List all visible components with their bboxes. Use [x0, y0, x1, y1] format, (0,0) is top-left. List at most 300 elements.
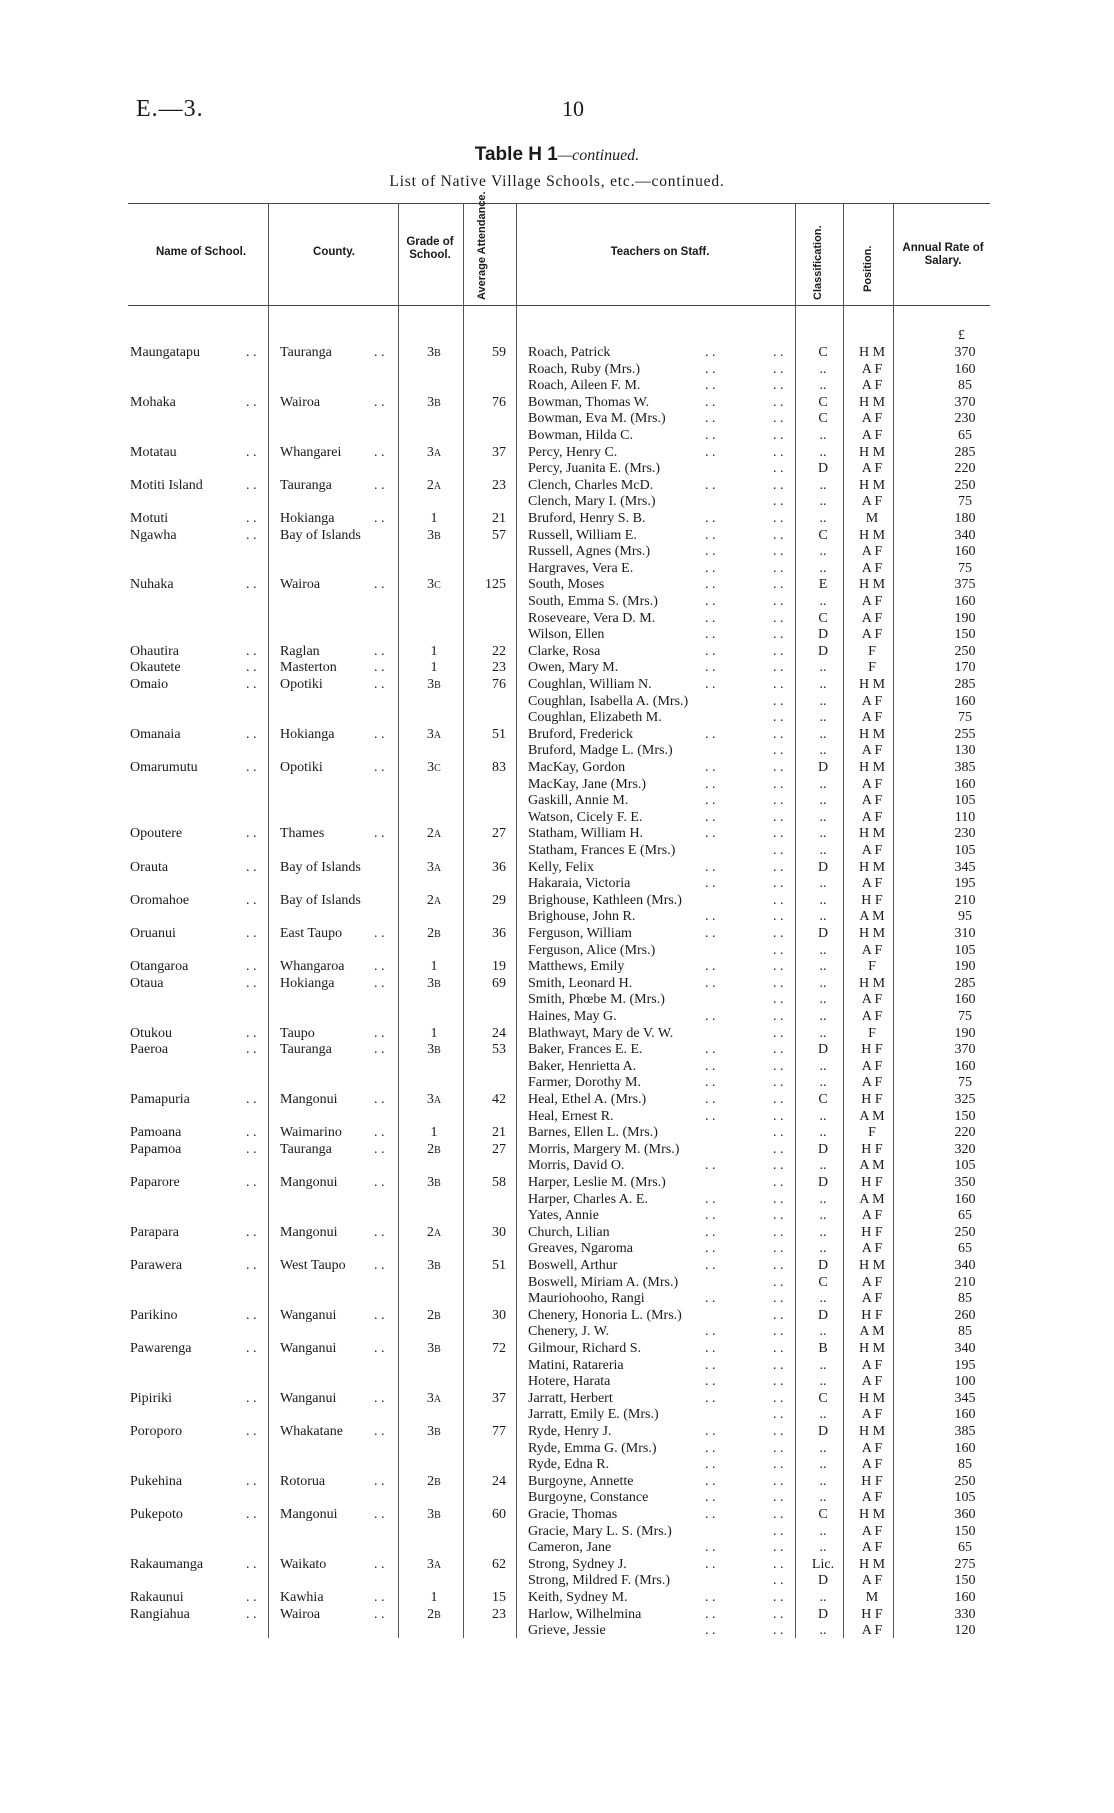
leader-dots: . .	[773, 1108, 784, 1124]
leader-dots: . .	[246, 1307, 257, 1323]
teacher-name: Ryde, Edna R.	[528, 1457, 610, 1473]
teacher-name: Barnes, Ellen L. (Mrs.)	[528, 1125, 658, 1141]
county-name: Whangarei	[280, 444, 342, 460]
teacher-name: Haines, May G.	[528, 1009, 617, 1024]
classification: ..	[819, 511, 827, 526]
teacher-name: Boswell, Arthur	[528, 1258, 618, 1273]
table-row	[0, 1092, 1114, 1109]
school-grade: 3A	[426, 1092, 442, 1107]
col-head-teachers: Teachers on Staff.	[610, 246, 710, 258]
annual-salary: 150	[954, 627, 976, 643]
table-row	[0, 1324, 1114, 1341]
teacher-name: Jarratt, Herbert	[528, 1390, 613, 1406]
leader-dots: . .	[246, 926, 257, 941]
leader-dots: . .	[374, 1473, 385, 1489]
position: H F	[861, 1141, 883, 1157]
county-name: Wairoa	[280, 394, 321, 410]
table-row	[0, 976, 1114, 993]
leader-dots: . .	[773, 1424, 784, 1439]
leader-dots: . .	[246, 1141, 257, 1157]
table-row	[0, 1573, 1114, 1590]
annual-salary: 160	[954, 1407, 976, 1423]
classification: D	[817, 1307, 829, 1323]
school-grade: 3B	[427, 1258, 441, 1273]
classification: B	[818, 1341, 828, 1356]
teacher-name: South, Emma S. (Mrs.)	[528, 594, 658, 609]
school-name: Paparore	[130, 1175, 180, 1190]
table-row	[0, 694, 1114, 711]
classification: ..	[819, 677, 827, 692]
annual-salary: 105	[954, 843, 976, 858]
leader-dots: . .	[705, 677, 716, 692]
leader-dots: . .	[773, 1540, 784, 1556]
leader-dots: . .	[705, 394, 716, 410]
average-attendance: 57	[492, 527, 506, 543]
leader-dots: . .	[705, 1507, 716, 1522]
table-row	[0, 926, 1114, 943]
position: H M	[858, 477, 886, 493]
leader-dots: . .	[705, 428, 716, 443]
school-name: Omaio	[130, 677, 169, 692]
average-attendance: 36	[492, 926, 506, 941]
table-row	[0, 1291, 1114, 1308]
table-row	[0, 810, 1114, 827]
leader-dots: . .	[773, 1224, 784, 1240]
table-row	[0, 511, 1114, 528]
school-grade: 3A	[426, 726, 442, 742]
leader-dots: . .	[374, 726, 385, 742]
school-grade: 2A	[426, 477, 442, 493]
leader-dots: . .	[705, 345, 716, 360]
leader-dots: . .	[773, 1208, 784, 1224]
school-grade: 3B	[427, 677, 441, 692]
teacher-name: Boswell, Miriam A. (Mrs.)	[528, 1274, 679, 1290]
county-name: East Taupo	[280, 926, 343, 941]
annual-salary: 110	[954, 809, 976, 825]
col-head-school: Name of School.	[155, 246, 247, 258]
position: H F	[861, 1224, 883, 1240]
teacher-name: Hargraves, Vera E.	[528, 560, 634, 576]
position: F	[868, 1025, 876, 1041]
table-row	[0, 1623, 1114, 1640]
classification: C	[818, 610, 828, 626]
average-attendance: 27	[492, 826, 506, 842]
leader-dots: . .	[246, 527, 257, 543]
school-grade: 3B	[427, 1175, 441, 1190]
leader-dots: . .	[246, 959, 257, 975]
annual-salary: 190	[954, 1025, 976, 1041]
average-attendance: 58	[492, 1175, 506, 1190]
leader-dots: . .	[773, 610, 784, 626]
leader-dots: . .	[773, 1009, 784, 1024]
school-name: Otangaroa	[130, 959, 189, 975]
classification: C	[818, 1507, 828, 1522]
teacher-name: Bowman, Eva M. (Mrs.)	[528, 411, 666, 427]
county-name: Kawhia	[280, 1590, 324, 1605]
leader-dots: . .	[374, 511, 385, 526]
position: A F	[861, 1490, 883, 1506]
classification: ..	[819, 1457, 827, 1473]
table-row	[0, 1490, 1114, 1507]
leader-dots: . .	[773, 1490, 784, 1506]
leader-dots: . .	[374, 345, 385, 360]
position: A F	[861, 809, 883, 825]
school-name: Pipiriki	[130, 1390, 173, 1406]
position: A F	[861, 544, 883, 560]
position: H M	[858, 926, 886, 941]
leader-dots: . .	[374, 1042, 385, 1058]
county-name: Wanganui	[280, 1307, 337, 1323]
classification: D	[817, 461, 829, 477]
table-row	[0, 445, 1114, 462]
position: H M	[858, 826, 886, 842]
county-name: Wairoa	[280, 1606, 321, 1622]
leader-dots: . .	[374, 1258, 385, 1273]
table-row	[0, 1125, 1114, 1142]
teacher-name: Wilson, Ellen	[528, 627, 605, 643]
position: A F	[861, 1357, 883, 1373]
classification: ..	[819, 726, 827, 742]
leader-dots: . .	[773, 1258, 784, 1273]
school-grade: 3B	[427, 1424, 441, 1439]
leader-dots: . .	[773, 1507, 784, 1522]
leader-dots: . .	[705, 1490, 716, 1506]
leader-dots: . .	[705, 1108, 716, 1124]
annual-salary: 320	[954, 1141, 976, 1157]
school-name: Rakaumanga	[130, 1556, 204, 1572]
average-attendance: 60	[492, 1507, 506, 1522]
average-attendance: 21	[492, 511, 506, 526]
table-row	[0, 1557, 1114, 1574]
position: H M	[858, 975, 886, 991]
school-name: Rangiahua	[130, 1606, 190, 1622]
classification: ..	[819, 477, 827, 493]
table-row	[0, 1026, 1114, 1043]
leader-dots: . .	[705, 760, 716, 775]
annual-salary: 65	[958, 1208, 972, 1224]
leader-dots: . .	[705, 444, 716, 460]
leader-dots: . .	[773, 461, 784, 477]
school-grade: 1	[430, 511, 438, 526]
classification: D	[817, 1042, 829, 1058]
position: H F	[861, 1042, 883, 1058]
position: A F	[861, 1440, 883, 1456]
table-row	[0, 1407, 1114, 1424]
leader-dots: . .	[773, 1075, 784, 1091]
teacher-name: Mauriohooho, Rangi	[528, 1291, 645, 1307]
table-row	[0, 660, 1114, 677]
table-row	[0, 1042, 1114, 1059]
leader-dots: . .	[773, 494, 784, 510]
county-name: Bay of Islands	[280, 892, 361, 908]
leader-dots: . .	[773, 1291, 784, 1307]
annual-salary: 310	[954, 926, 976, 941]
leader-dots: . .	[773, 1274, 784, 1290]
county-name: Mangonui	[280, 1175, 338, 1190]
school-grade: 3B	[427, 1507, 441, 1522]
school-grade: 2A	[426, 1224, 442, 1240]
leader-dots: . .	[773, 975, 784, 991]
school-name: Ohautira	[130, 643, 179, 659]
position: H M	[858, 577, 886, 593]
leader-dots: . .	[705, 1291, 716, 1307]
position: A F	[861, 610, 883, 626]
annual-salary: 105	[954, 1158, 976, 1174]
classification: ..	[819, 1224, 827, 1240]
leader-dots: . .	[246, 1424, 257, 1439]
leader-dots: . .	[773, 1042, 784, 1058]
leader-dots: . .	[773, 793, 784, 809]
leader-dots: . .	[773, 411, 784, 427]
leader-dots: . .	[705, 1224, 716, 1240]
annual-salary: 65	[958, 1540, 972, 1556]
teacher-name: Chenery, J. W.	[528, 1324, 610, 1340]
leader-dots: . .	[705, 1440, 716, 1456]
teacher-name: Greaves, Ngaroma	[528, 1241, 633, 1257]
classification: ..	[819, 494, 827, 510]
teacher-name: Matini, Ratareria	[528, 1357, 624, 1373]
position: H F	[861, 1307, 883, 1323]
position: A F	[861, 1457, 883, 1473]
leader-dots: . .	[246, 643, 257, 659]
teacher-name: Russell, Agnes (Mrs.)	[528, 544, 651, 560]
position: H M	[858, 760, 886, 775]
position: H M	[858, 1424, 886, 1439]
annual-salary: 195	[954, 1357, 976, 1373]
leader-dots: . .	[246, 511, 257, 526]
leader-dots: . .	[374, 1507, 385, 1522]
teacher-name: Ryde, Henry J.	[528, 1424, 612, 1439]
leader-dots: . .	[374, 477, 385, 493]
annual-salary: 370	[954, 394, 976, 410]
position: M	[865, 511, 879, 526]
county-name: Bay of Islands	[280, 859, 361, 875]
school-name: Pukehina	[130, 1473, 183, 1489]
county-name: Hokianga	[280, 726, 335, 742]
annual-salary: 160	[954, 1590, 976, 1605]
school-grade: 3A	[426, 1556, 442, 1572]
position: A M	[859, 909, 885, 925]
teacher-name: Ferguson, Alice (Mrs.)	[528, 942, 656, 958]
annual-salary: 150	[954, 1523, 976, 1539]
school-grade: 3B	[427, 345, 441, 360]
teacher-name: Burgoyne, Constance	[528, 1490, 649, 1506]
classification: ..	[819, 1540, 827, 1556]
annual-salary: 75	[958, 494, 972, 510]
leader-dots: . .	[705, 1009, 716, 1024]
average-attendance: 23	[492, 1606, 506, 1622]
teacher-name: Burgoyne, Annette	[528, 1473, 634, 1489]
teacher-name: Clench, Charles McD.	[528, 477, 654, 493]
teacher-name: Roach, Ruby (Mrs.)	[528, 361, 640, 377]
position: A F	[861, 1291, 883, 1307]
position: H M	[858, 1556, 886, 1572]
annual-salary: 285	[954, 975, 976, 991]
table-row	[0, 1474, 1114, 1491]
table-row	[0, 1590, 1114, 1607]
teacher-name: Cameron, Jane	[528, 1540, 612, 1556]
teacher-name: Smith, Leonard H.	[528, 975, 633, 991]
table-row	[0, 1374, 1114, 1391]
average-attendance: 27	[492, 1141, 506, 1157]
county-name: Rotorua	[280, 1473, 326, 1489]
county-name: Waimarino	[280, 1125, 342, 1141]
school-grade: 3B	[427, 527, 441, 543]
leader-dots: . .	[705, 826, 716, 842]
table-row	[0, 876, 1114, 893]
leader-dots: . .	[705, 1606, 716, 1622]
leader-dots: . .	[773, 527, 784, 543]
position: H F	[861, 1473, 883, 1489]
teacher-name: Bruford, Henry S. B.	[528, 511, 646, 526]
teacher-name: Grieve, Jessie	[528, 1623, 606, 1639]
classification: ..	[819, 1241, 827, 1257]
school-grade: 3B	[427, 1341, 441, 1356]
annual-salary: 105	[954, 793, 976, 809]
leader-dots: . .	[246, 577, 257, 593]
teacher-name: Ferguson, William	[528, 926, 632, 941]
annual-salary: 340	[954, 527, 976, 543]
average-attendance: 29	[492, 892, 506, 908]
county-name: Wairoa	[280, 577, 321, 593]
county-name: Raglan	[280, 643, 320, 659]
col-head-attendance: Average Attendance.	[476, 191, 488, 300]
average-attendance: 36	[492, 859, 506, 875]
position: A F	[861, 1573, 883, 1589]
position: H M	[858, 677, 886, 692]
leader-dots: . .	[773, 926, 784, 941]
col-head-salary: Annual Rate of Salary.	[902, 242, 984, 267]
average-attendance: 23	[492, 477, 506, 493]
classification: ..	[819, 1075, 827, 1091]
school-grade: 1	[430, 1025, 438, 1041]
school-name: Motatau	[130, 444, 177, 460]
classification: ..	[819, 1357, 827, 1373]
leader-dots: . .	[773, 843, 784, 858]
leader-dots: . .	[705, 1241, 716, 1257]
teacher-name: Yates, Annie	[528, 1208, 599, 1224]
classification: D	[817, 926, 829, 941]
table-row	[0, 1540, 1114, 1557]
average-attendance: 15	[492, 1590, 506, 1605]
table-row	[0, 594, 1114, 611]
table-row	[0, 959, 1114, 976]
county-name: Wanganui	[280, 1341, 337, 1356]
classification: ..	[819, 361, 827, 377]
school-grade: 3A	[426, 859, 442, 875]
position: H M	[858, 1507, 886, 1522]
school-grade: 3B	[427, 975, 441, 991]
classification: D	[817, 1573, 829, 1589]
table-row	[0, 943, 1114, 960]
teacher-name: Bruford, Madge L. (Mrs.)	[528, 743, 673, 759]
table-row	[0, 627, 1114, 644]
classification: ..	[819, 793, 827, 809]
school-name: Motiti Island	[130, 477, 203, 493]
school-grade: 3B	[427, 394, 441, 410]
leader-dots: . .	[246, 975, 257, 991]
classification: D	[817, 760, 829, 775]
position: H F	[861, 1606, 883, 1622]
county-name: Wanganui	[280, 1390, 337, 1406]
position: H M	[858, 859, 886, 875]
position: F	[868, 643, 876, 659]
teacher-name: Strong, Mildred F. (Mrs.)	[528, 1573, 670, 1589]
table-row	[0, 893, 1114, 910]
school-grade: 1	[430, 1125, 438, 1141]
annual-salary: 275	[954, 1556, 976, 1572]
annual-salary: 385	[954, 760, 976, 775]
document-series: E.—3.	[136, 96, 204, 122]
classification: ..	[819, 1025, 827, 1041]
teacher-name: Jarratt, Emily E. (Mrs.)	[528, 1407, 659, 1423]
table-row	[0, 760, 1114, 777]
leader-dots: . .	[773, 1307, 784, 1323]
leader-dots: . .	[246, 1042, 257, 1058]
leader-dots: . .	[773, 1191, 784, 1207]
school-name: Orauta	[130, 859, 169, 875]
leader-dots: . .	[773, 776, 784, 792]
annual-salary: 105	[954, 1490, 976, 1506]
page-number: 10	[562, 96, 584, 121]
average-attendance: 23	[492, 660, 506, 676]
position: H M	[858, 1258, 886, 1273]
leader-dots: . .	[374, 1125, 385, 1141]
leader-dots: . .	[374, 1224, 385, 1240]
position: A F	[861, 1075, 883, 1091]
teacher-name: Church, Lilian	[528, 1224, 610, 1240]
annual-salary: 160	[954, 1440, 976, 1456]
annual-salary: 160	[954, 544, 976, 560]
classification: ..	[819, 1440, 827, 1456]
leader-dots: . .	[773, 1141, 784, 1157]
teacher-name: Baker, Henrietta A.	[528, 1058, 637, 1074]
annual-salary: 105	[954, 942, 976, 958]
annual-salary: 65	[958, 428, 972, 443]
leader-dots: . .	[773, 1390, 784, 1406]
col-head-grade: Grade of School.	[406, 236, 454, 261]
teacher-name: Kelly, Felix	[528, 859, 594, 875]
leader-dots: . .	[773, 959, 784, 975]
county-name: Mangonui	[280, 1224, 338, 1240]
position: A F	[861, 743, 883, 759]
annual-salary: 255	[954, 726, 976, 742]
position: A F	[861, 1623, 883, 1639]
teacher-name: Ryde, Emma G. (Mrs.)	[528, 1440, 657, 1456]
average-attendance: 24	[492, 1473, 506, 1489]
leader-dots: . .	[374, 926, 385, 941]
leader-dots: . .	[374, 1175, 385, 1190]
teacher-name: South, Moses	[528, 577, 605, 593]
leader-dots: . .	[705, 610, 716, 626]
school-name: Pukepoto	[130, 1507, 183, 1522]
school-name: Motuti	[130, 511, 169, 526]
leader-dots: . .	[374, 760, 385, 775]
classification: ..	[819, 942, 827, 958]
position: A F	[861, 776, 883, 792]
teacher-name: Statham, William H.	[528, 826, 644, 842]
school-grade: 3C	[427, 760, 441, 775]
classification: ..	[819, 710, 827, 726]
school-grade: 2B	[427, 926, 441, 941]
school-name: Otukou	[130, 1025, 172, 1041]
header-top-rule	[128, 203, 990, 204]
position: A F	[861, 992, 883, 1008]
teacher-name: Gilmour, Richard S.	[528, 1341, 641, 1356]
teacher-name: Bowman, Thomas W.	[528, 394, 650, 410]
leader-dots: . .	[773, 1556, 784, 1572]
classification: D	[817, 1175, 829, 1190]
